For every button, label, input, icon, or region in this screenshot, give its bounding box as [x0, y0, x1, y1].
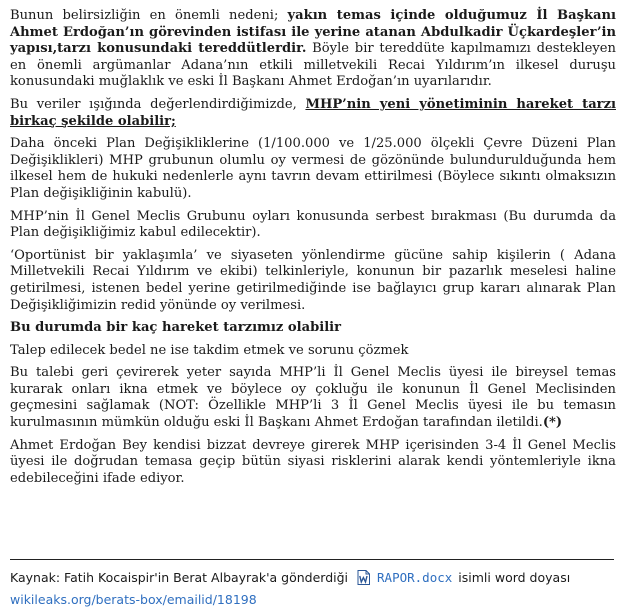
source-line [10, 566, 620, 588]
paragraph-4: MHP’nin İl Genel Meclis Grubunu oyları konusunda serbest bırakması (Bu durumda da Plan değişikliğimiz kabul edilecektir). [10, 208, 616, 241]
p1-lead: Bunun belirsizliğin en önemli nedeni; [10, 8, 288, 23]
word-document-icon [357, 570, 370, 585]
url-line [10, 588, 620, 610]
p1-rest: Böyle bir tereddüte kapılmamızı destekleyen en önemli argümanlar Adana’nın etkili milletvekili Recai Yıldırım’ın ilkesel duruşu konusundaki muğlaklık ve eski İl Başkanı Ahmet Erdoğan’ın uyarılarıdır. [10, 41, 616, 90]
p2-bold: MHP’nin yeni yönetiminin hareket tarzı birkaç şekilde olabilir; [10, 96, 616, 129]
paragraph-2 [10, 97, 616, 130]
source-prefix: Kaynak: Fatih Kocaispir'in Berat Albayrak'a gönderdiği [10, 569, 349, 585]
paragraph-3: Daha önceki Plan Değişikliklerine (1/100.000 ve 1/25.000 ölçekli Çevre Düzeni Plan Değişiklikleri) MHP grubunun olumlu oy vermesi de gözönünde bulundurulduğunda hem ilkesel hem de hukuki nedenlerle aynı tavrın devam ettirilmesi (Böylece sıkıntı olmaksızın Plan değişikliğinin kabulü). [10, 136, 616, 201]
paragraph-6 [10, 320, 616, 337]
paragraph-1 [10, 8, 616, 91]
p8-bold: (*) [542, 415, 563, 431]
p8-text: Bu talebi geri çevirerek yeter sayıda MHP’li İl Genel Meclis üyesi ile bireysel temas kurarak onları ikna etmek ve böylece oy çokluğu ile konunun İl Genel Meclisinden geçmesini sağlamak (NOT: Özellikle MHP’li 3 İl Genel Meclis üyesi ile bu temasın kurulmasının mümkün olduğu eski İl Başkanı Ahmet Erdoğan tarafından iletildi. [10, 365, 616, 431]
paragraph-7: Talep edilecek bedel ne ise takdim etmek ve sorunu çözmek [10, 342, 409, 358]
p6-bold: Bu durumda bir kaç hareket tarzımız olabilir [10, 320, 342, 336]
source-url-link[interactable]: wikileaks.org/berats-box/emailid/18198 [10, 591, 257, 607]
paragraph-9: Ahmet Erdoğan Bey kendisi bizzat devreye girerek MHP içerisinden 3-4 İl Genel Meclis üyesi ile doğrudan temasa geçip bütün siyasi risklerini alarak kendi yöntemleriyle ikna edebileceğini ifade ediyor. [10, 437, 616, 486]
source-suffix: isimli word doyası [458, 569, 571, 585]
paragraph-8 [10, 365, 616, 431]
file-name-link[interactable]: RAPOR.docx [377, 569, 453, 585]
p1-bold: yakın temas içinde olduğumuz İl Başkanı Ahmet Erdoğan’ın görevinden istifası ile yerine atanan Abdulkadir Üçkardeşler’in yapısı,tarzı konusundaki tereddütlerdir. [10, 8, 616, 57]
paragraph-5: ‘Oportünist bir yaklaşımla’ ve siyaseten yönlendirme gücüne sahip kişilerin ( Adana Milletvekili Recai Yıldırım ve ekibi) telkinleriyle, konunun bir pazarlık meselesi haline getirilmesi, istenen bedel yerine getirilmediğinde ise bağlayıcı grup kararı alınarak Plan Değişikliğimizin redid yönünde oy verilmesi. [10, 247, 616, 313]
footer-divider [10, 559, 614, 560]
source-footer [10, 566, 620, 610]
p2-lead: Bu veriler ışığında değerlendirdiğimizde, [10, 96, 306, 112]
document-body [10, 8, 616, 493]
